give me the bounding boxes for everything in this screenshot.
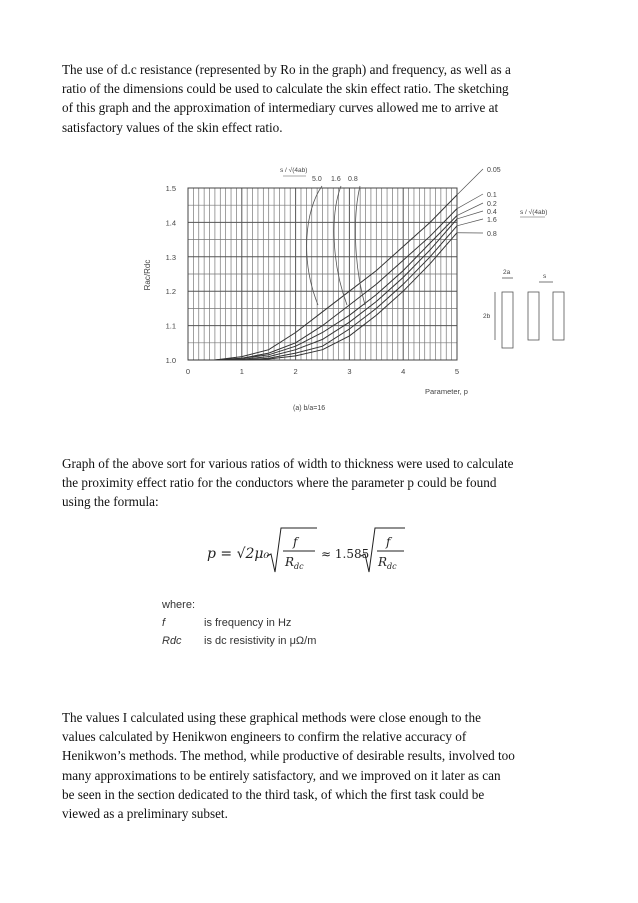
x-tick-label: 5 [454,367,460,376]
x-tick-label: 4 [401,367,406,376]
paragraph-conclusion [62,708,582,823]
y-tick-label: 1.1 [165,321,176,331]
series-label: 0.8 [487,231,497,238]
conductor-bar [502,292,513,348]
y-tick-label: 1.5 [165,184,176,193]
label-leader-line [457,169,483,195]
conductor-bar [528,292,539,340]
x-tick-label: 2 [293,367,298,376]
x-tick-label: 1 [239,367,244,376]
text-line: of this graph and the approximation of intermediary curves allowed me to arrive at [62,100,499,116]
parameter-formula [207,520,407,584]
text-line: viewed as a preliminary subset. [62,806,228,822]
y-tick-label: 1.2 [165,287,176,297]
fraction-denominator: R [378,555,388,569]
where-row-rdc [162,632,317,650]
approx-value: ≈ 1.585 [321,547,370,561]
y-axis-label: Rac/Rdc [143,259,152,291]
x-tick-label: 0 [185,367,191,376]
legend-value-0-8: 0.8 [348,176,358,183]
symbol-f-desc: is frequency in Hz [204,617,292,629]
text-line: Henikwon’s methods. The method, while productive of desirable results, involved too [62,748,515,764]
chart-grid [188,188,457,360]
legend-title-right: s / √(4ab) [520,209,548,216]
text-line: Graph of the above sort for various ratios of width to thickness were used to calculate [62,456,514,471]
label-leader-line [457,211,483,219]
chart-caption: (a) b/a=16 [293,405,326,412]
inset-label-width: 2a [503,269,511,276]
series-label: 1.6 [487,217,497,224]
text-line: The values I calculated using these graphical methods were close enough to the [62,710,481,725]
label-leader-line [457,203,483,216]
legend-value-1-6: 1.6 [331,176,341,183]
where-row-f [162,614,292,632]
text-line: values calculated by Henikwon engineers to confirm the relative accuracy of [62,729,467,745]
x-tick-label: 3 [347,367,352,376]
series-label: 0.2 [487,201,497,208]
formula-lhs: p = √2μ₀ [207,546,270,562]
inset-label-height: 2b [483,313,491,320]
text-line: the proximity effect ratio for the conductors where the parameter p could be found [62,475,497,491]
formula-legend [162,596,317,650]
series-label: 0.4 [487,209,497,216]
conductor-inset [495,278,564,348]
series-label: 0.05 [487,167,501,174]
fraction-numerator: f [293,535,298,549]
text-line: using the formula: [62,494,159,510]
fraction-denominator: R [285,555,295,569]
paragraph-proximity [62,454,582,512]
text-line: The use of d.c resistance (represented by Ro in the graph) and frequency, as well as a [62,62,511,77]
text-line: satisfactory values of the skin effect ratio. [62,119,283,135]
legend-pointer-arc [334,186,347,305]
text-line: ratio of the dimensions could be used to calculate the skin effect ratio. The sketching [62,81,509,97]
conductor-bar [553,292,564,340]
fraction-numerator: f [386,535,391,549]
series-label: 0.1 [487,192,497,199]
y-tick-label: 1.3 [165,252,176,262]
legend-title-top: s / √(4ab) [280,167,308,174]
y-tick-label: 1.4 [165,218,176,228]
text-line: many approximations to be entirely satisfactory, and we improved on it later as can [62,767,501,783]
symbol-rdc: Rdc [162,635,182,647]
fraction-denominator-sub: dc [387,562,397,571]
fraction-denominator-sub: dc [294,562,304,571]
text-line: be seen in the section dedicated to the third task, of which the first task could be [62,786,485,802]
x-axis-label: Parameter, p [425,387,468,396]
symbol-rdc-desc: is dc resistivity in μΩ/m [204,635,317,647]
symbol-f: f [162,617,166,629]
skin-effect-chart [0,0,638,440]
legend-pointer-arc [307,186,322,305]
series-labels [457,167,501,238]
label-leader-line [457,194,483,209]
where-label: where: [162,599,196,611]
inset-label-spacing: s [543,273,547,280]
y-tick-label: 1.0 [165,356,176,365]
legend-value-5: 5.0 [312,176,322,183]
label-leader-line [457,219,483,226]
